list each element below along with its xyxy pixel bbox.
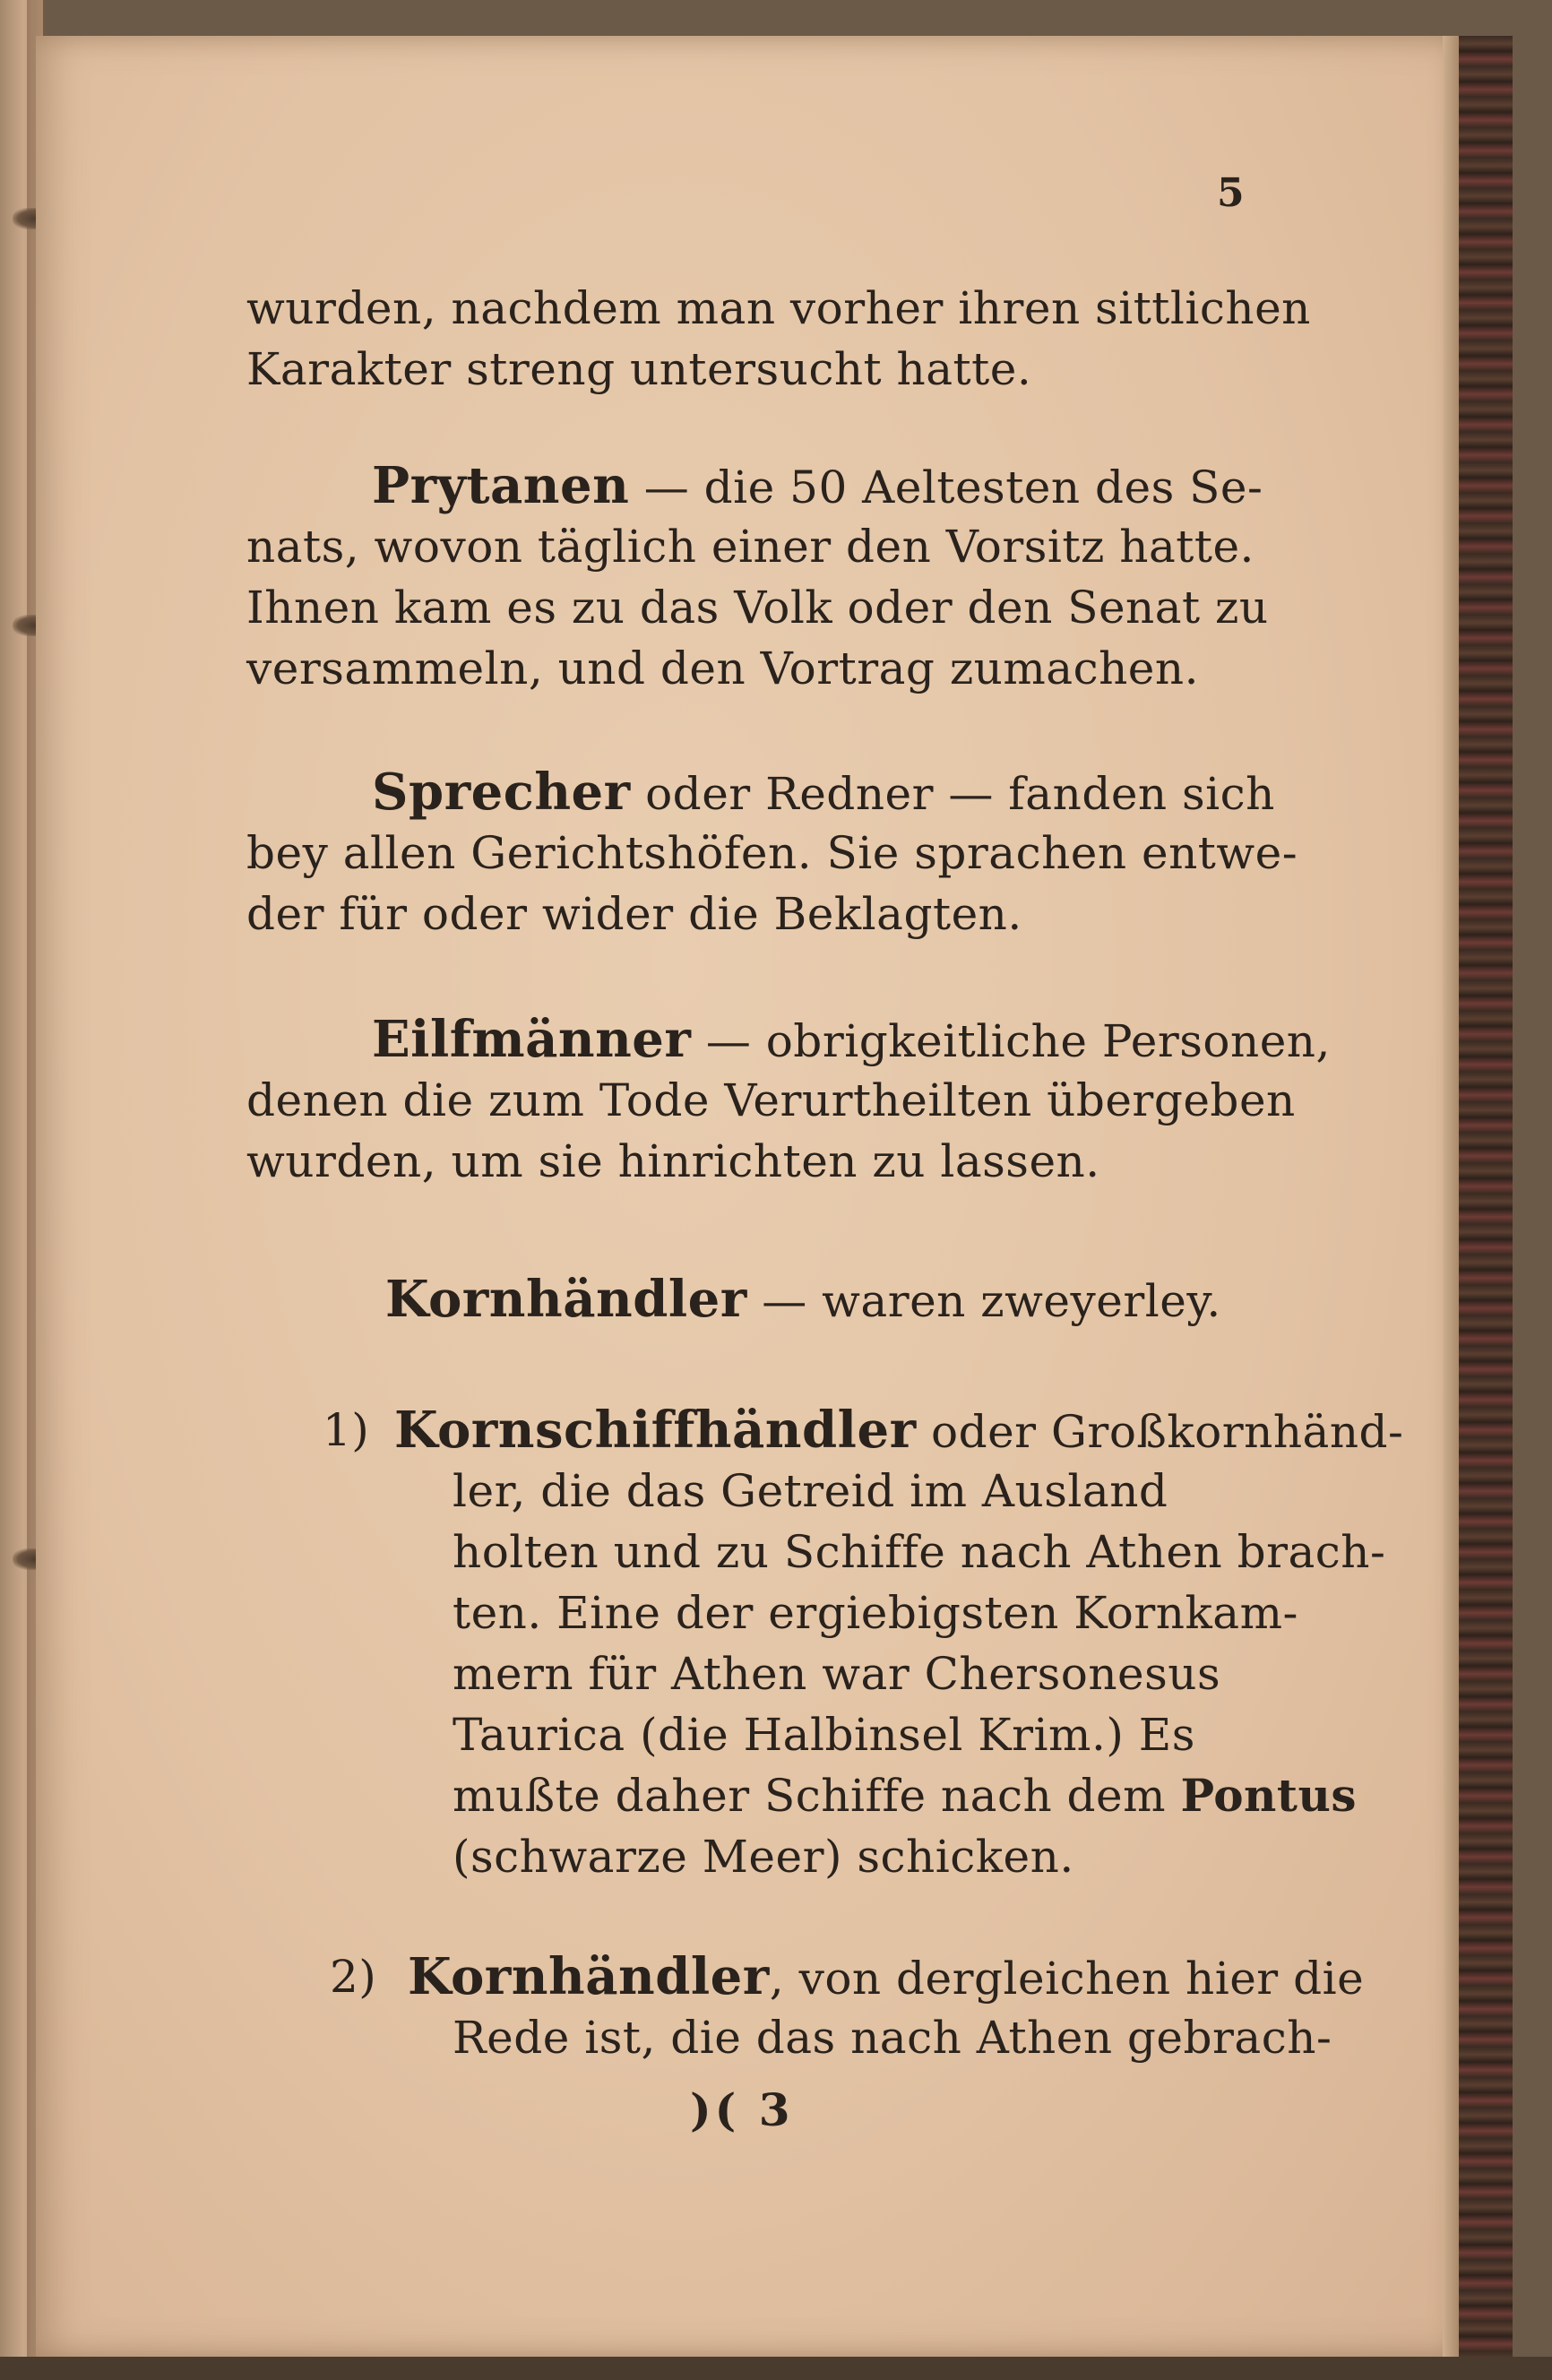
scan-bottom-edge — [0, 2357, 1552, 2380]
text-line: bey allen Gerichtshöfen. Sie sprachen entwe- — [246, 827, 1298, 879]
text-line: (schwarze Meer) schicken. — [453, 1831, 1074, 1883]
text-line: Ihnen kam es zu das Volk oder den Senat zu — [246, 582, 1269, 634]
text-line — [453, 1765, 1357, 1826]
text-line: Taurica (die Halbinsel Krim.) Es — [453, 1709, 1195, 1761]
item-heading-kornschiffhaendler: Kornschiffhändler — [394, 1401, 917, 1460]
text-line: Rede ist, die das nach Athen gebrach- — [453, 2012, 1332, 2064]
text-line — [372, 455, 1263, 518]
entry-heading-eilfmaenner: Eilfmänner — [372, 1010, 692, 1069]
entry-text: mußte daher Schiffe nach dem — [453, 1770, 1181, 1822]
entry-text: — waren zweyerley. — [746, 1275, 1221, 1327]
entry-text: oder Großkornhänd- — [916, 1406, 1404, 1458]
text-line: wurden, um sie hinrichten zu lassen. — [246, 1135, 1100, 1187]
text-line: ler, die das Getreid im Ausland — [453, 1465, 1168, 1517]
text-line: ten. Eine der ergiebigsten Kornkam- — [453, 1587, 1298, 1639]
book-cover-board — [1459, 36, 1513, 2357]
text-line — [385, 1269, 1221, 1332]
text-line — [372, 1009, 1331, 1072]
entry-text: oder Redner — fanden sich — [630, 768, 1275, 820]
list-item-number: 2) — [330, 1951, 377, 2003]
entry-text: , von dergleichen hier die — [769, 1953, 1365, 2005]
printer-signature-mark: )( 3 — [690, 2083, 794, 2136]
entry-heading-sprecher: Sprecher — [372, 763, 631, 822]
emphasis-pontus: Pontus — [1180, 1769, 1358, 1822]
text-line: holten und zu Schiffe nach Athen brach- — [453, 1526, 1386, 1578]
text-line: nats, wovon täglich einer den Vorsitz hatte. — [246, 521, 1255, 573]
entry-heading-kornhaendler: Kornhändler — [385, 1270, 747, 1329]
entry-heading-prytanen: Prytanen — [372, 456, 630, 515]
text-line: versammeln, und den Vortrag zumachen. — [246, 642, 1199, 694]
item-heading-kornhaendler: Kornhändler — [408, 1947, 770, 2006]
entry-text: — obrigkeitliche Personen, — [691, 1015, 1331, 1067]
text-line: Karakter streng untersucht hatte. — [246, 343, 1032, 395]
text-line: der für oder wider die Beklagten. — [246, 888, 1022, 940]
text-line — [372, 762, 1275, 824]
text-line — [394, 1400, 1403, 1462]
page-right-edge — [1443, 36, 1459, 2357]
list-item-number: 1) — [323, 1404, 370, 1456]
entry-text: — die 50 Aeltesten des Se- — [629, 461, 1263, 513]
page-number: 5 — [1217, 170, 1245, 216]
text-line: denen die zum Tode Verurtheilten übergeben — [246, 1074, 1296, 1126]
text-line: wurden, nachdem man vorher ihren sittlichen — [246, 282, 1311, 334]
text-line — [408, 1946, 1364, 2009]
text-line: mern für Athen war Chersonesus — [453, 1648, 1221, 1700]
